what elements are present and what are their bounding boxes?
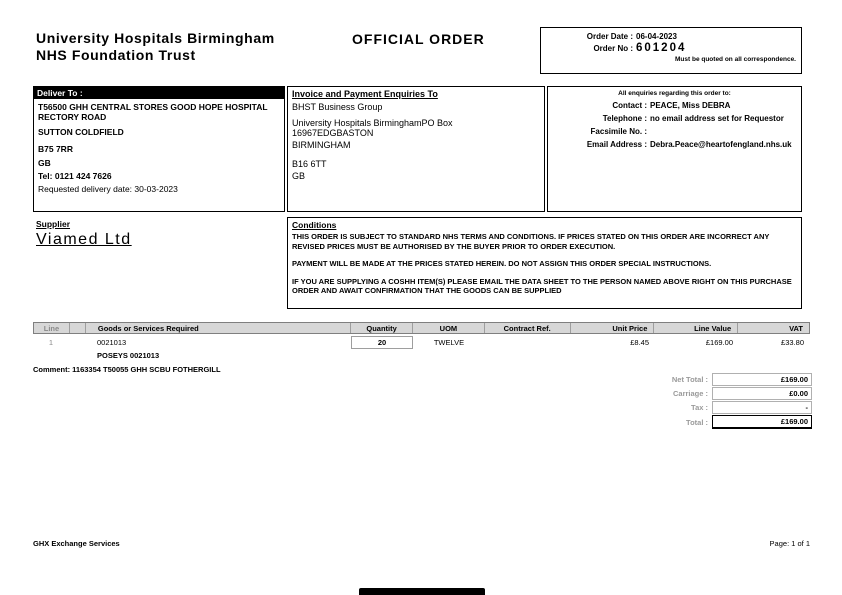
- invoice-enquiries-country: GB: [292, 171, 306, 181]
- telephone-label: Telephone :: [602, 114, 647, 123]
- net-total-row: [640, 373, 812, 386]
- col-uom: UOM: [413, 323, 485, 333]
- conditions-para1: THIS ORDER IS SUBJECT TO STANDARD NHS TERMS AND CONDITIONS. IF PRICES STATED ON THIS ORDER ARE INCORRECT ANY REVISED PRICES MUST BE AUTHORISED BY THE BUYER PRIOR TO ORDER EXECUTION.: [292, 232, 770, 251]
- total-row: [640, 415, 812, 429]
- supplier-heading: Supplier: [36, 219, 71, 229]
- col-goods: Goods or Services Required: [86, 323, 351, 333]
- order-date-value: 06-04-2023: [636, 32, 677, 41]
- order-date-row: [541, 32, 801, 41]
- col-line: Line: [34, 323, 70, 333]
- deliver-to-postcode: B75 7RR: [38, 144, 73, 154]
- row-line-value: £169.00: [705, 338, 733, 347]
- quantity-value: 20: [351, 336, 413, 349]
- telephone-value: no email address set for Requestor: [650, 114, 784, 123]
- invoice-enquiries-group: BHST Business Group: [292, 102, 383, 112]
- tax-value: -: [712, 401, 812, 414]
- order-enquiries-heading: All enquiries regarding this order to:: [618, 90, 731, 97]
- deliver-to-address: [34, 99, 284, 197]
- document-title: OFFICIAL ORDER: [352, 31, 485, 47]
- bottom-bar: [359, 588, 485, 595]
- contact-label: Contact :: [612, 101, 647, 110]
- order-note: Must be quoted on all correspondence.: [675, 56, 796, 63]
- col-quantity: Quantity: [351, 323, 413, 333]
- items-table: [33, 322, 810, 360]
- conditions-para3: IF YOU ARE SUPPLYING A COSHH ITEM(S) PLEASE EMAIL THE DATA SHEET TO THE PERSON NAMED ABOVE RIGHT ON THIS PURCHASE ORDER AND AWAIT CONFIRMATION THAT THE GOODS CAN BE SUPPLIED: [292, 276, 792, 295]
- invoice-enquiries-address2: 16967EDGBASTON: [292, 128, 374, 138]
- totals-block: [640, 373, 812, 430]
- total-label: Total :: [686, 417, 708, 427]
- invoice-enquiries-heading: Invoice and Payment Enquiries To: [292, 89, 438, 99]
- email-value: Debra.Peace@heartofengland.nhs.uk: [650, 140, 792, 149]
- row-quantity-cell: [351, 336, 413, 349]
- supplier-name: Viamed Ltd: [36, 231, 132, 248]
- conditions-para2: PAYMENT WILL BE MADE AT THE PRICES STATED HEREIN. DO NOT ASSIGN THIS ORDER SPECIAL INSTRUCTIONS.: [292, 259, 712, 268]
- contact-value: PEACE, Miss DEBRA: [650, 101, 731, 110]
- invoice-enquiries-postcode: B16 6TT: [292, 159, 327, 169]
- footer-service-name: GHX Exchange Services: [33, 539, 120, 548]
- order-no-label: Order No :: [593, 44, 633, 53]
- footer-page-number: Page: 1 of 1: [769, 539, 810, 548]
- row-vat: £33.80: [781, 338, 804, 347]
- facsimile-row: [552, 127, 797, 136]
- deliver-to-heading: Deliver To :: [34, 87, 284, 99]
- row-goods-description: POSEYS 0021013: [97, 351, 160, 360]
- order-date-label: Order Date :: [586, 32, 633, 41]
- row-unit-price: £8.45: [630, 338, 649, 347]
- col-unit-price: Unit Price: [571, 323, 655, 333]
- tax-label: Tax :: [691, 403, 708, 412]
- telephone-row: [552, 114, 797, 123]
- tax-row: [640, 401, 812, 414]
- contact-row: [552, 101, 797, 110]
- requested-delivery-date: Requested delivery date: 30-03-2023: [38, 184, 178, 194]
- conditions-box: [287, 217, 802, 309]
- carriage-label: Carriage :: [672, 389, 708, 398]
- items-table-header: [33, 322, 810, 334]
- deliver-to-line1: T56500 GHH CENTRAL STORES GOOD HOPE HOSPITAL RECTORY ROAD: [38, 102, 268, 122]
- row-line-number: 1: [48, 338, 54, 347]
- deliver-to-country: GB: [38, 158, 51, 168]
- col-vat: VAT: [789, 323, 803, 333]
- total-value: £169.00: [712, 415, 812, 429]
- row-goods-code: 0021013: [97, 338, 127, 347]
- carriage-value: £0.00: [712, 387, 812, 400]
- col-line-value: Line Value: [654, 323, 738, 333]
- col-spacer: [70, 323, 86, 333]
- table-row-description: [33, 351, 810, 360]
- carriage-row: [640, 387, 812, 400]
- conditions-heading: Conditions: [292, 220, 337, 230]
- facsimile-label: Facsimile No. :: [590, 127, 647, 136]
- order-no-row: [541, 42, 801, 54]
- deliver-to-line2: SUTTON COLDFIELD: [38, 127, 124, 137]
- table-row: [33, 336, 810, 349]
- facsimile-value: [647, 127, 797, 136]
- trust-name-line2: NHS Foundation Trust: [36, 47, 196, 63]
- order-enquiries-box: [547, 86, 802, 212]
- trust-name-line1: University Hospitals Birmingham: [36, 30, 275, 46]
- trust-name: [36, 30, 275, 64]
- order-info-box: [540, 27, 802, 74]
- comment-line: Comment: 1163354 T50055 GHH SCBU FOTHERGILL: [33, 365, 221, 374]
- row-uom: TWELVE: [433, 338, 465, 347]
- col-contract-ref: Contract Ref.: [485, 323, 571, 333]
- invoice-enquiries-city: BIRMINGHAM: [292, 140, 351, 150]
- deliver-to-tel: Tel: 0121 424 7626: [38, 171, 112, 181]
- invoice-enquiries-box: [287, 86, 545, 212]
- email-label: Email Address :: [586, 140, 647, 149]
- net-total-value: £169.00: [712, 373, 812, 386]
- order-no-value: 601204: [636, 42, 687, 54]
- email-row: [552, 140, 797, 149]
- net-total-label: Net Total :: [671, 375, 708, 384]
- invoice-enquiries-address1: University Hospitals BirminghamPO Box: [292, 118, 453, 128]
- deliver-to-box: [33, 86, 285, 212]
